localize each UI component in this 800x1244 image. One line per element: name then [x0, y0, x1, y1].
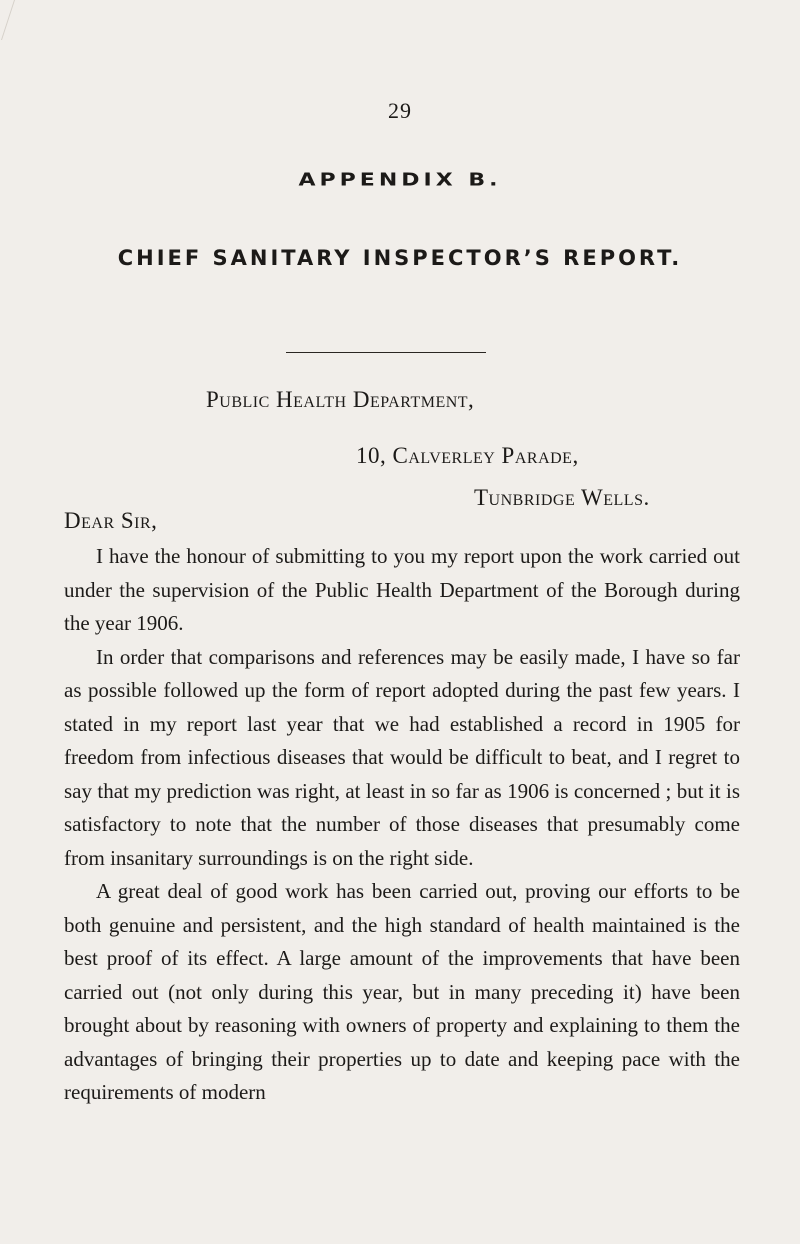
address-line-street: 10, Calverley Parade, [356, 443, 579, 468]
paragraph-good-work: A great deal of good work has been carried out, proving our efforts to be both genuine and persistent, and the high standard of health maintained is the best proof of its effect. A large amount of the improvements that have been carried out (not only during this year, but in many preceding it) have been brought about by reasoning with owners of property and explaining to them the advantages of bringing their properties up to date and keeping pace with the requirements of modern [64, 879, 740, 1104]
appendix-title: APPENDIX B. [298, 170, 502, 191]
salutation: Dear Sir, [64, 508, 158, 533]
address-line-town: Tunbridge Wells. [474, 485, 650, 510]
page-edge-mark [0, 0, 15, 40]
paragraph-intro: I have the honour of submitting to you my report upon the work carried out under the supervision of the Public Health Department of the Borough during the year 1906. [64, 544, 740, 635]
report-body [64, 540, 740, 1110]
report-title: CHIEF SANITARY INSPECTOR’S REPORT. [117, 246, 683, 270]
page-number: 29 [388, 98, 412, 123]
paragraph-comparisons: In order that comparisons and references may be easily made, I have so far as possible followed up the form of report adopted during the past few years. I stated in my report last year that we had established a record in 1905 for freedom from infectious diseases that would be difficult to beat, and I regret to say that my prediction was right, at least in so far as 1906 is concerned ; but it is satisfactory to note that the number of those diseases that presumably come from insanitary surroundings is on the right side. [64, 644, 740, 870]
address-line-department: Public Health Department, [206, 387, 475, 412]
title-divider [286, 352, 486, 353]
